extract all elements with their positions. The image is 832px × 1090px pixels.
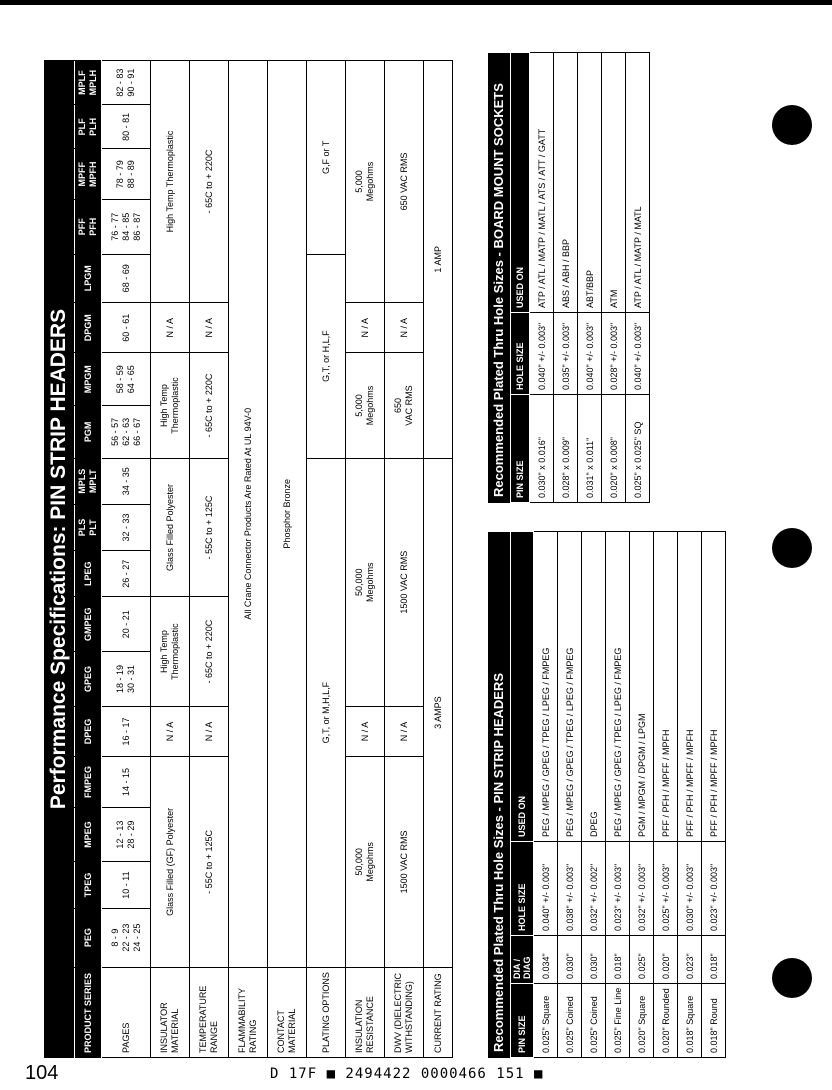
table-row	[578, 53, 602, 503]
row-label: PLATING OPTIONS	[307, 967, 346, 1057]
pages-cell: 18 - 19 30 - 31	[102, 652, 151, 707]
resistance-cell: 5,000 Megohms	[346, 61, 385, 303]
row-label: INSULATION RESISTANCE	[346, 967, 385, 1057]
cell: 0.034"	[534, 936, 558, 984]
col-header: HOLE SIZE	[511, 842, 534, 936]
table-row	[678, 532, 702, 1058]
cell: 0.030"	[558, 936, 582, 984]
col-header: DIA / DIAG	[511, 936, 534, 984]
row-label: DWV (DIELECTRIC WITHSTANDING)	[385, 967, 424, 1057]
page-number: 104	[25, 1062, 59, 1084]
table-row	[554, 53, 578, 503]
pages-cell: 34 - 35	[102, 458, 151, 504]
cell: 0.030" +/- 0.003"	[678, 842, 702, 936]
series-col: DPGM	[75, 302, 102, 352]
cell: ATP / ATL / MATP / MATL	[626, 53, 650, 313]
cell: PFF / PFH / MPFF / MPFH	[654, 532, 678, 842]
spec-title: Performance Specifications: PIN STRIP HEADERS	[44, 60, 74, 1058]
current-cell: 3 AMPS	[424, 458, 453, 967]
pin-strip-header-row	[511, 532, 534, 1058]
pages-cell: 68 - 69	[102, 254, 151, 302]
cell: 0.025" Fine Line	[606, 984, 630, 1058]
cell: PEG / MPEG / GPEG / TPEG / LPEG / FMPEG	[606, 532, 630, 842]
resistance-cell: N / A	[346, 302, 385, 352]
row-label: CONTACT MATERIAL	[268, 967, 307, 1057]
cell: 0.018" Round	[702, 984, 726, 1058]
row-label: CURRENT RATING	[424, 967, 453, 1057]
socket-header-row	[511, 53, 530, 503]
resistance-row	[346, 61, 385, 1058]
cell: 0.020"	[654, 936, 678, 984]
cell: PGM / MPGM / DPGM / LPGM	[630, 532, 654, 842]
top-border	[0, 0, 832, 5]
cell: 0.018"	[606, 936, 630, 984]
cell: 0.030"	[582, 936, 606, 984]
row-label: PAGES	[102, 967, 151, 1057]
table-row	[654, 532, 678, 1058]
cell: PEG / MPEG / GPEG / TPEG / LPEG / FMPEG	[558, 532, 582, 842]
contact-row	[268, 61, 307, 1058]
series-col: PFF PFH	[75, 199, 102, 254]
cell: 0.025" Square	[534, 984, 558, 1058]
cell: ABS / ABH / BBP	[554, 53, 578, 313]
cell: 0.023" +/- 0.003"	[702, 842, 726, 936]
cell: 0.040" +/- 0.003"	[534, 842, 558, 936]
plating-cell: G,F or T	[307, 61, 346, 255]
table-row	[602, 53, 626, 503]
series-col: DPEG	[75, 706, 102, 756]
series-col: MPFF MPFH	[75, 149, 102, 199]
cell: 0.038" +/- 0.003"	[558, 842, 582, 936]
pin-strip-hole-title: Recommended Plated Thru Hole Sizes - PIN STRIP HEADERS	[488, 532, 510, 1058]
pages-cell: 32 - 33	[102, 504, 151, 550]
cell: 0.025" Coined	[582, 984, 606, 1058]
table-row	[606, 532, 630, 1058]
series-col: PLS PLT	[75, 504, 102, 550]
pages-cell: 14 - 15	[102, 757, 151, 807]
temperature-row	[190, 61, 229, 1058]
pages-cell: 56 - 57 62 - 63 66 - 67	[102, 406, 151, 459]
insulator-cell: High Temp Thermoplastic	[151, 61, 190, 303]
table-row	[702, 532, 726, 1058]
series-header-row	[75, 61, 102, 1058]
cell: 0.025" +/- 0.003"	[654, 842, 678, 936]
pages-cell: 12 - 13 28 - 29	[102, 807, 151, 862]
pages-cell: 78 - 79 88 - 89	[102, 149, 151, 199]
plating-cell: G,T, or H,L,F	[307, 254, 346, 458]
series-col: LPGM	[75, 254, 102, 302]
punch-hole-bottom	[772, 958, 812, 998]
resistance-cell: N / A	[346, 706, 385, 756]
cell: 0.020" x 0.008"	[602, 395, 626, 503]
cell: 0.030" x 0.016"	[530, 395, 554, 503]
pages-row	[102, 61, 151, 1058]
cell: ATM	[602, 53, 626, 313]
cell: ATP / ATL / MATP / MATL / ATS / ATT / GATT	[530, 53, 554, 313]
temperature-cell: - 65C to + 220C	[190, 61, 229, 303]
pin-strip-hole-table	[488, 532, 726, 1058]
series-col: MPGM	[75, 353, 102, 406]
footer-code: D 17F ■ 2494422 0000466 151 ■	[270, 1066, 544, 1082]
current-cell: 1 AMP	[424, 61, 453, 459]
cell: 0.023" +/- 0.003"	[606, 842, 630, 936]
dwv-cell: 1500 VAC RMS	[385, 458, 424, 706]
cell: 0.018"	[702, 936, 726, 984]
pages-cell: 76 - 77 84 - 85 86 - 87	[102, 199, 151, 254]
resistance-cell: 50,000 Megohms	[346, 458, 385, 706]
insulator-cell: Glass Filled Polyester	[151, 458, 190, 597]
cell: PFF / PFH / MPFF / MPFH	[702, 532, 726, 842]
cell: 0.025" x 0.025" SQ	[626, 395, 650, 503]
series-col: LPEG	[75, 551, 102, 597]
dwv-cell: 650 VAC RMS	[385, 353, 424, 458]
series-col: MPLF MPLH	[75, 61, 102, 105]
punch-hole-middle	[772, 528, 812, 568]
dwv-cell: 1500 VAC RMS	[385, 757, 424, 967]
pages-cell: 16 - 17	[102, 706, 151, 756]
cell: 0.025" Coined	[558, 984, 582, 1058]
cell: PEG / MPEG / GPEG / TPEG / LPEG / FMPEG	[534, 532, 558, 842]
temperature-cell: - 65C to + 220C	[190, 597, 229, 706]
table-row	[630, 532, 654, 1058]
cell: 0.020" Rounded	[654, 984, 678, 1058]
row-label: FLAMMABILITY RATING	[229, 967, 268, 1057]
temperature-cell: N / A	[190, 302, 229, 352]
cell: 0.040" +/- 0.003"	[530, 313, 554, 395]
temperature-cell: N / A	[190, 706, 229, 756]
insulator-cell: Glass Filled (GF) Polyester	[151, 757, 190, 967]
socket-hole-title: Recommended Plated Thru Hole Sizes - BOARD MOUNT SOCKETS	[488, 53, 510, 503]
cell: 0.018" Square	[678, 984, 702, 1058]
dwv-cell: N / A	[385, 302, 424, 352]
pages-cell: 10 - 11	[102, 862, 151, 908]
cell: 0.020" Square	[630, 984, 654, 1058]
insulator-cell: N / A	[151, 302, 190, 352]
table-row	[582, 532, 606, 1058]
col-header: HOLE SIZE	[511, 313, 530, 395]
resistance-cell: 50,000 Megohms	[346, 757, 385, 967]
contact-cell: Phosphor Bronze	[268, 61, 307, 968]
row-label: INSULATOR MATERIAL	[151, 967, 190, 1057]
insulator-row	[151, 61, 190, 1058]
punch-hole-top	[772, 105, 812, 145]
cell: 0.031" x 0.011"	[578, 395, 602, 503]
temperature-cell: - 55C to + 125C	[190, 757, 229, 967]
series-col: MPEG	[75, 807, 102, 862]
temperature-cell: - 55C to + 125C	[190, 458, 229, 597]
series-col: GMPEG	[75, 597, 102, 652]
pages-cell: 26 - 27	[102, 551, 151, 597]
cell: PFF / PFH / MPFF / MPFH	[678, 532, 702, 842]
temperature-cell: - 65C to + 220C	[190, 353, 229, 458]
plating-cell: G,T, or M,H,L,F	[307, 458, 346, 967]
dwv-cell: 650 VAC RMS	[385, 61, 424, 303]
table-row	[530, 53, 554, 503]
cell: 0.035" +/- 0.003"	[554, 313, 578, 395]
col-header: PIN SIZE	[511, 395, 530, 503]
flammability-cell: All Crane Connector Products Are Rated At UL 94V-0	[229, 61, 268, 968]
cell: 0.028" +/- 0.003"	[602, 313, 626, 395]
series-col: PEG	[75, 908, 102, 967]
pages-cell: 82 - 83 90 - 91	[102, 61, 151, 105]
cell: 0.025"	[630, 936, 654, 984]
series-col: PGM	[75, 406, 102, 459]
col-header: USED ON	[511, 53, 530, 313]
insulator-cell: High Temp Thermoplastic	[151, 597, 190, 706]
series-col: PLF PLH	[75, 105, 102, 149]
table-row	[534, 532, 558, 1058]
flammability-row	[229, 61, 268, 1058]
pages-cell: 60 - 61	[102, 302, 151, 352]
cell: 0.040" +/- 0.003"	[578, 313, 602, 395]
insulator-cell: High Temp Thermoplastic	[151, 353, 190, 458]
resistance-cell: 5,000 Megohms	[346, 353, 385, 458]
col-header: USED ON	[511, 532, 534, 842]
cell: 0.032" +/- 0.002"	[582, 842, 606, 936]
series-col: FMPEG	[75, 757, 102, 807]
cell: 0.028" x 0.009"	[554, 395, 578, 503]
series-header-label: PRODUCT SERIES	[75, 967, 102, 1057]
socket-hole-table	[488, 53, 650, 503]
pages-cell: 8 - 9 22 - 23 24 - 25	[102, 908, 151, 967]
cell: 0.032" +/- 0.003"	[630, 842, 654, 936]
series-col: TPEG	[75, 862, 102, 908]
cell: 0.023"	[678, 936, 702, 984]
performance-spec-table	[44, 60, 457, 1058]
cell: DPEG	[582, 532, 606, 842]
col-header: PIN SIZE	[511, 984, 534, 1058]
dwv-row	[385, 61, 424, 1058]
pages-cell: 58 - 59 64 - 65	[102, 353, 151, 406]
pages-cell: 20 - 21	[102, 597, 151, 652]
pages-cell: 80 - 81	[102, 105, 151, 149]
cell: 0.040" +/- 0.003"	[626, 313, 650, 395]
cell: ABT/BBP	[578, 53, 602, 313]
dwv-cell: N / A	[385, 706, 424, 756]
series-col: MPLS MPLT	[75, 458, 102, 504]
table-row	[558, 532, 582, 1058]
current-row	[424, 61, 453, 1058]
insulator-cell: N / A	[151, 706, 190, 756]
row-label: TEMPERATURE RANGE	[190, 967, 229, 1057]
table-row	[626, 53, 650, 503]
plating-row	[307, 61, 346, 1058]
series-col: GPEG	[75, 652, 102, 707]
